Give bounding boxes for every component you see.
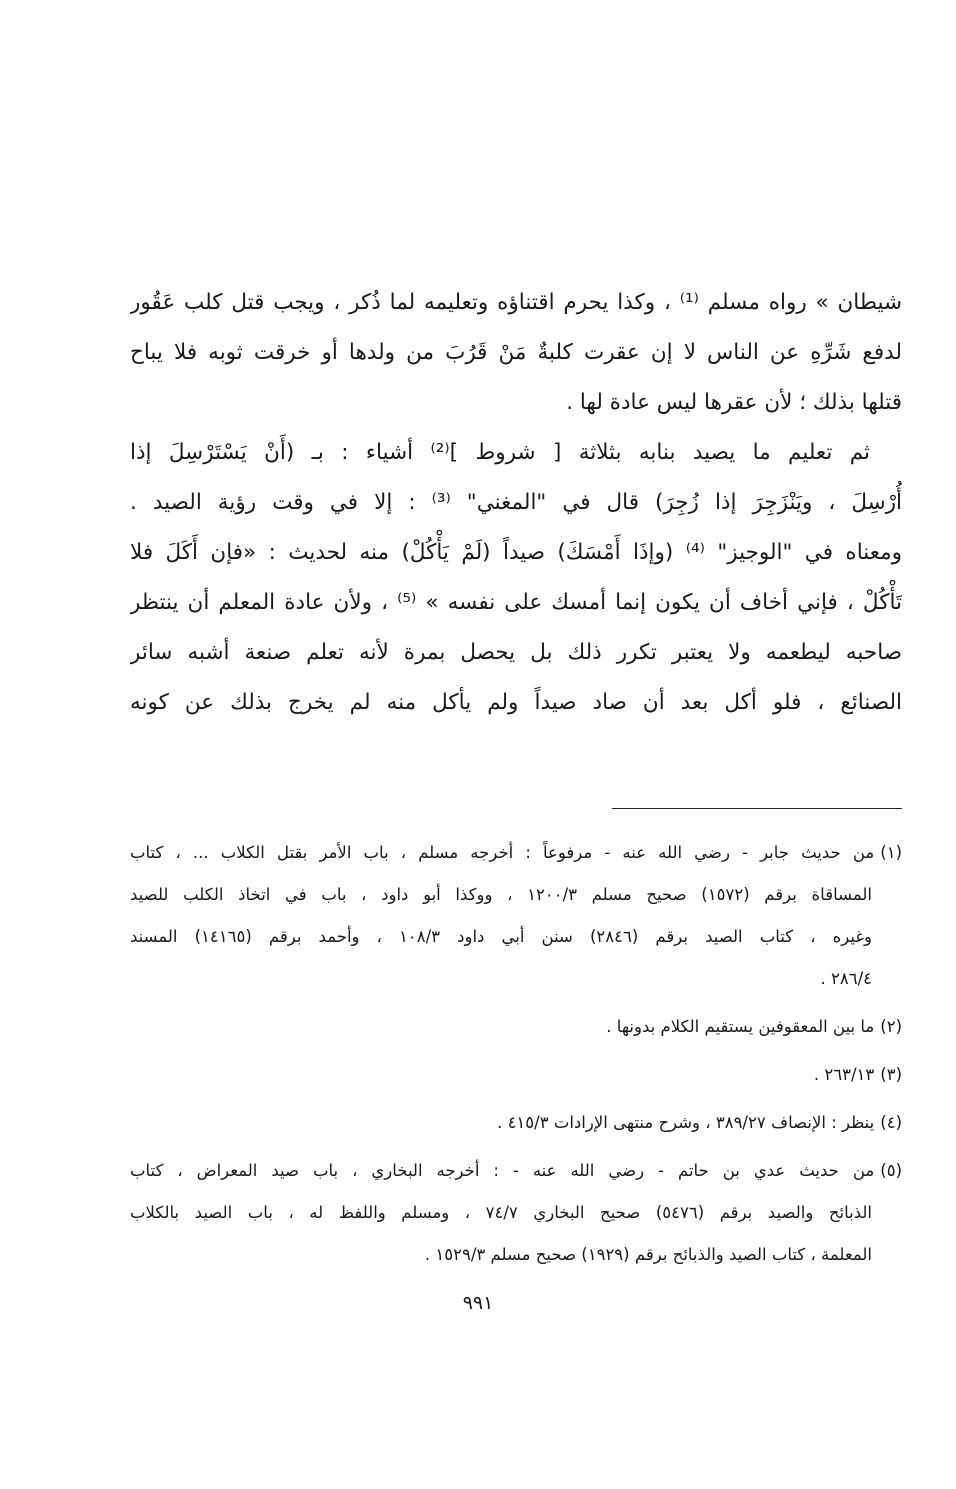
footnote-text: ٢٦٣/١٣ .	[813, 1065, 875, 1084]
text-line: ومعناه في "الوجيز" ⁽⁴⁾ (وإذَا أَمْسَكَ) صيداً (لَمْ يَأْكُلْ) منه لحديث : «فإن أَكَلَ فلا	[130, 540, 902, 565]
footnote-number: (١)	[880, 843, 902, 862]
text-line: ثم تعليم ما يصيد بنابه بثلاثة [ شروط ]⁽²⁾ أشياء : بـ (أَنْ يَسْتَرْسِلَ إذا	[130, 440, 871, 465]
footnote-text: من حديث جابر - رضي الله عنه - مرفوعاً : أخرجه مسلم ، باب الأمر بقتل الكلاب ... ، كتاب	[130, 843, 875, 862]
footnotes	[130, 832, 902, 1282]
footnote-text: الذبائح والصيد برقم (٥٤٧٦) صحيح البخاري ٧٤/٧ ، ومسلم واللفظ له ، باب الصيد بالكلاب	[130, 1203, 872, 1222]
footnote-4	[130, 1102, 902, 1144]
footnote-text: ٢٨٦/٤ .	[820, 969, 872, 988]
footnote-2	[130, 1006, 902, 1048]
footnote-3	[130, 1054, 902, 1096]
footnote-text: وغيره ، كتاب الصيد برقم (٢٨٤٦) سنن أبي داود ١٠٨/٣ ، وأحمد برقم (١٤١٦٥) المسند	[130, 927, 872, 946]
text-line: شيطان » رواه مسلم ⁽¹⁾ ، وكذا يحرم اقتناؤه وتعليمه لما ذُكر ، ويجب قتل كلب عَقُور	[130, 290, 902, 315]
text-line: أُرْسِلَ ، ويَنْزَجِرَ إذا زُجِرَ) قال في "المغني" ⁽³⁾ : إلا في وقت رؤية الصيد .	[130, 490, 902, 515]
footnote-text: المساقاة برقم (١٥٧٢) صحيح مسلم ١٢٠٠/٣ ، ووكذا أبو داود ، باب في اتخاذ الكلب للصيد	[130, 885, 872, 904]
footnote-5	[130, 1150, 902, 1276]
footnote-number: (٤)	[880, 1113, 902, 1132]
footnote-text: المعلمة ، كتاب الصيد والذبائح برقم (١٩٢٩) صحيح مسلم ١٥٢٩/٣ .	[424, 1245, 872, 1264]
footnote-separator	[612, 808, 902, 809]
text-line: قتلها بذلك ؛ لأن عقرها ليس عادة لها .	[566, 390, 902, 415]
footnote-number: (٥)	[880, 1161, 902, 1180]
footnote-text: من حديث عدي بن حاتم - رضي الله عنه - : أخرجه البخاري ، باب صيد المعراض ، كتاب	[130, 1161, 875, 1180]
text-line: صاحبه ليطعمه ولا يعتبر تكرر ذلك بل يحصل بمرة لأنه تعلم صنعة أشبه سائر	[130, 640, 902, 665]
footnote-text: ما بين المعقوفين يستقيم الكلام بدونها .	[606, 1017, 875, 1036]
footnote-text: ينظر : الإنصاف ٣٨٩/٢٧ ، وشرح منتهى الإرادات ٤١٥/٣ .	[497, 1113, 875, 1132]
text-line: الصنائع ، فلو أكل بعد أن صاد صيداً ولم يأكل منه لم يخرج بذلك عن كونه	[130, 690, 902, 715]
text-line: تَأْكُلْ ، فإني أخاف أن يكون إنما أمسك على نفسه » ⁽⁵⁾ ، ولأن عادة المعلم أن ينتظر	[130, 590, 902, 615]
main-text	[130, 278, 902, 728]
page-number: ٩٩١	[462, 1292, 494, 1314]
text-line: لدفع شَرِّهِ عن الناس لا إن عقرت كلبةٌ مَنْ قَرُبَ من ولدها أو خرقت ثوبه فلا يباح	[130, 340, 902, 365]
footnote-number: (٢)	[880, 1017, 902, 1036]
footnote-number: (٣)	[880, 1065, 902, 1084]
footnote-1	[130, 832, 902, 1000]
